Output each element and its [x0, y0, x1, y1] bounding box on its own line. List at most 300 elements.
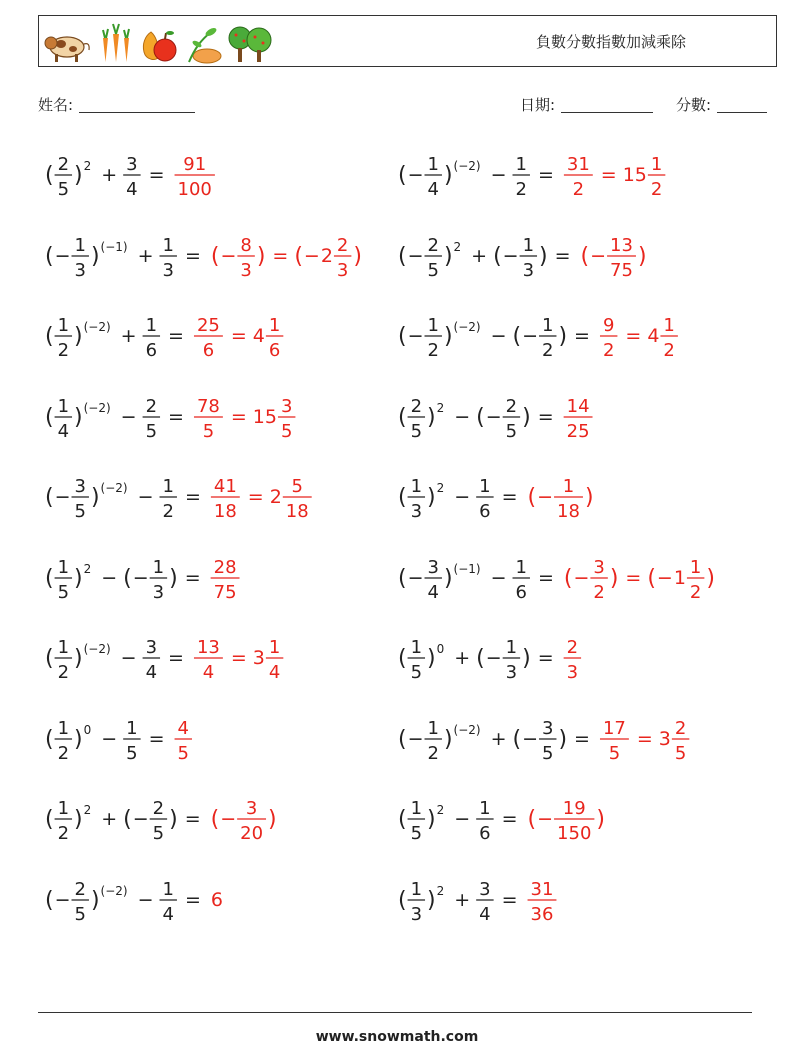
name-blank[interactable] [79, 97, 195, 113]
equals-sign: = [537, 405, 554, 428]
fraction-denominator: 5 [280, 420, 293, 442]
fraction-numerator: 1 [57, 798, 70, 819]
fraction-numerator: 1 [427, 154, 439, 175]
equals-sign: = [184, 888, 201, 911]
left-paren: ( [512, 726, 522, 752]
minus-sign: − [303, 244, 320, 267]
left-paren: ( [476, 646, 485, 671]
sprout-icon [183, 22, 223, 64]
equals-sign: = [247, 486, 264, 508]
equals-sign: = [537, 566, 554, 589]
fraction-numerator: 2 [505, 395, 518, 417]
right-paren: ) [90, 887, 100, 913]
whole-number: 3 [252, 647, 265, 669]
fraction-denominator: 36 [530, 903, 554, 925]
whole-number: 2 [269, 486, 282, 508]
equals-sign: = [184, 486, 201, 508]
exponent: (−2) [100, 883, 128, 898]
fraction-numerator: 9 [602, 315, 615, 336]
fraction-numerator: 1 [410, 637, 423, 658]
right-paren: ) [558, 726, 568, 752]
fraction-numerator: 8 [240, 234, 252, 256]
fraction-denominator: 6 [479, 823, 491, 844]
whole-number: 6 [210, 888, 223, 911]
fraction-numerator: 1 [410, 476, 423, 497]
fraction-numerator: 1 [410, 878, 423, 900]
problem-item [45, 706, 385, 772]
score-field[interactable] [676, 94, 767, 115]
score-blank[interactable] [717, 97, 767, 113]
fraction-numerator: 1 [57, 556, 70, 578]
left-paren: ( [210, 243, 220, 269]
trees-icon [227, 22, 273, 64]
exponent: 2 [436, 481, 445, 495]
minus-sign: − [132, 566, 149, 589]
score-label: 分數: [676, 96, 712, 114]
fraction-denominator: 5 [74, 903, 86, 925]
right-paren: ) [74, 646, 83, 671]
problem-item [398, 464, 738, 530]
fraction-denominator: 2 [57, 742, 70, 764]
fraction-denominator: 4 [268, 662, 281, 683]
carrots-icon [97, 22, 135, 64]
operator: + [490, 727, 507, 750]
minus-sign: − [502, 244, 519, 267]
fraction-numerator: 3 [427, 556, 439, 578]
fraction-denominator: 2 [57, 340, 70, 361]
problem-item [45, 867, 385, 933]
exponent: 2 [436, 883, 445, 898]
left-paren: ( [45, 404, 54, 430]
fraction-numerator: 1 [57, 395, 70, 417]
exponent: (−2) [453, 320, 481, 334]
fraction-numerator: 13 [610, 234, 633, 256]
operator: + [454, 888, 471, 911]
fraction-numerator: 1 [57, 717, 70, 739]
right-paren: ) [353, 243, 362, 269]
left-paren: ( [398, 807, 407, 832]
equals-sign: = [574, 325, 590, 347]
left-paren: ( [45, 887, 54, 913]
right-paren: ) [522, 646, 531, 671]
right-paren: ) [596, 807, 605, 832]
fraction-denominator: 5 [177, 742, 189, 764]
exponent: 2 [436, 803, 445, 817]
minus-sign: − [407, 325, 424, 347]
exponent: (−1) [100, 239, 128, 254]
problem-item [45, 384, 385, 450]
exponent: (−2) [83, 400, 111, 415]
problem-item [398, 142, 738, 208]
fraction-denominator: 2 [57, 823, 70, 844]
fraction-denominator: 2 [542, 340, 554, 361]
equals-sign: = [168, 325, 184, 347]
fraction-numerator: 2 [74, 878, 86, 900]
operator: + [454, 647, 471, 669]
fraction-numerator: 1 [427, 717, 439, 739]
operator: − [120, 647, 137, 669]
problem-item [45, 142, 385, 208]
problem-expression [45, 706, 385, 772]
fraction-numerator: 1 [145, 315, 158, 336]
operator: − [454, 808, 471, 830]
minus-sign: − [590, 244, 607, 267]
name-label: 姓名: [38, 96, 74, 114]
fraction-denominator: 5 [74, 501, 86, 522]
fraction-numerator: 2 [57, 154, 70, 175]
cow-icon [43, 30, 93, 64]
minus-sign: − [485, 405, 502, 428]
fraction-denominator: 3 [522, 259, 535, 281]
fraction-numerator: 1 [562, 476, 575, 497]
fraction-numerator: 1 [542, 315, 554, 336]
left-paren: ( [294, 243, 303, 269]
fraction-denominator: 5 [57, 179, 70, 200]
fraction-denominator: 5 [410, 420, 423, 442]
fraction-numerator: 1 [479, 798, 491, 819]
fraction-denominator: 3 [410, 903, 423, 925]
fraction-denominator: 5 [674, 742, 687, 764]
exponent: 2 [83, 561, 92, 576]
problem-expression [45, 867, 385, 933]
equals-sign: = [230, 405, 247, 428]
fraction-denominator: 6 [515, 581, 527, 603]
fraction-numerator: 1 [515, 556, 527, 578]
problem-item [398, 867, 738, 933]
fraction-denominator: 5 [145, 420, 158, 442]
fraction-denominator: 3 [162, 259, 174, 281]
problem-expression [398, 545, 738, 611]
left-paren: ( [647, 565, 656, 591]
fraction-denominator: 5 [608, 742, 621, 764]
problem-expression [45, 625, 385, 691]
fraction-numerator: 1 [126, 717, 138, 739]
left-paren: ( [45, 646, 54, 671]
fraction-numerator: 1 [162, 878, 174, 900]
problem-expression [45, 303, 385, 369]
exponent: 2 [453, 239, 462, 254]
whole-number: 4 [252, 325, 265, 347]
problem-item [398, 545, 738, 611]
fraction-numerator: 91 [183, 154, 207, 175]
fraction-numerator: 1 [410, 798, 423, 819]
fraction-denominator: 2 [57, 662, 70, 683]
whole-number: 15 [252, 405, 277, 428]
fraction-denominator: 4 [126, 179, 138, 200]
fraction-numerator: 4 [177, 717, 189, 739]
fraction-numerator: 1 [427, 315, 439, 336]
whole-number: 4 [647, 325, 660, 347]
problem-expression [398, 464, 738, 530]
whole-number: 3 [658, 727, 671, 750]
problem-item [398, 223, 738, 289]
fraction-denominator: 25 [566, 420, 590, 442]
fraction-denominator: 2 [427, 742, 439, 764]
fraction-denominator: 150 [557, 823, 592, 844]
problem-item [398, 786, 738, 852]
right-paren: ) [558, 324, 568, 349]
minus-sign: − [537, 486, 554, 508]
fraction-denominator: 20 [240, 823, 264, 844]
left-paren: ( [45, 485, 54, 510]
right-paren: ) [609, 565, 619, 591]
fraction-denominator: 4 [202, 662, 215, 683]
operator: + [101, 808, 118, 830]
fraction-numerator: 31 [566, 154, 590, 175]
minus-sign: − [407, 566, 424, 589]
fraction-denominator: 2 [593, 581, 605, 603]
fraction-denominator: 4 [162, 903, 174, 925]
equals-sign: = [625, 325, 642, 347]
fraction-denominator: 5 [410, 823, 423, 844]
fraction-denominator: 75 [610, 259, 633, 281]
exponent: 2 [83, 159, 92, 173]
right-paren: ) [74, 163, 83, 188]
fraction-denominator: 2 [650, 179, 663, 200]
equals-sign: = [574, 727, 590, 750]
exponent: (−2) [453, 159, 481, 173]
equals-sign: = [230, 647, 247, 669]
problem-expression [45, 786, 385, 852]
equals-sign: = [272, 244, 289, 267]
exponent: (−1) [453, 561, 481, 576]
right-paren: ) [427, 404, 436, 430]
right-paren: ) [268, 807, 277, 832]
fraction-numerator: 3 [593, 556, 605, 578]
date-field[interactable] [520, 94, 653, 115]
fraction-denominator: 6 [479, 501, 491, 522]
fraction-denominator: 5 [505, 420, 518, 442]
equals-sign: = [537, 647, 554, 669]
left-paren: ( [123, 565, 132, 591]
left-paren: ( [398, 887, 407, 913]
problem-expression [398, 142, 738, 208]
fraction-denominator: 2 [689, 581, 702, 603]
fraction-denominator: 18 [557, 501, 580, 522]
problem-expression [398, 625, 738, 691]
operator: − [137, 888, 154, 911]
minus-sign: − [407, 244, 424, 267]
name-field[interactable] [38, 94, 195, 115]
operator: − [490, 164, 507, 186]
problem-expression [45, 223, 385, 289]
problem-expression [45, 545, 385, 611]
fraction-numerator: 3 [280, 395, 293, 417]
left-paren: ( [123, 807, 132, 832]
fraction-numerator: 19 [562, 798, 586, 819]
right-paren: ) [74, 324, 83, 349]
right-paren: ) [706, 565, 715, 591]
equals-sign: = [184, 808, 201, 830]
minus-sign: − [407, 164, 424, 186]
exponent: 0 [83, 722, 92, 737]
fraction-numerator: 31 [530, 878, 554, 900]
fraction-denominator: 3 [566, 662, 579, 683]
right-paren: ) [74, 565, 83, 591]
fraction-denominator: 5 [57, 581, 70, 603]
operator: − [101, 566, 118, 589]
fraction-denominator: 75 [213, 581, 237, 603]
fraction-denominator: 5 [202, 420, 215, 442]
right-paren: ) [427, 485, 436, 510]
left-paren: ( [45, 163, 54, 188]
left-paren: ( [398, 485, 407, 510]
fraction-denominator: 2 [663, 340, 675, 361]
operator: − [120, 405, 137, 428]
fraction-numerator: 5 [291, 476, 303, 497]
left-paren: ( [398, 726, 407, 752]
right-paren: ) [427, 646, 436, 671]
operator: + [101, 164, 118, 186]
fraction-numerator: 1 [650, 154, 663, 175]
equals-sign: = [625, 566, 642, 589]
exponent: (−2) [83, 320, 111, 334]
equals-sign: = [230, 325, 247, 347]
exponent: 2 [83, 803, 92, 817]
problem-expression [45, 142, 385, 208]
operator: − [454, 405, 471, 428]
left-paren: ( [493, 243, 502, 269]
operator: − [101, 727, 118, 750]
left-paren: ( [398, 404, 407, 430]
minus-sign: − [132, 808, 149, 830]
right-paren: ) [427, 807, 436, 832]
fraction-numerator: 3 [542, 717, 554, 739]
worksheet-header [38, 15, 777, 67]
fraction-denominator: 4 [57, 420, 70, 442]
operator: − [137, 486, 154, 508]
minus-sign: − [54, 244, 71, 267]
fraction-denominator: 3 [152, 581, 165, 603]
header-icons [43, 20, 273, 64]
fraction-denominator: 2 [572, 179, 585, 200]
left-paren: ( [210, 807, 220, 832]
fraction-numerator: 1 [689, 556, 702, 578]
date-label: 日期: [520, 96, 556, 114]
fraction-denominator: 18 [213, 501, 237, 522]
problem-expression [398, 384, 738, 450]
exponent: (−2) [453, 722, 481, 737]
right-paren: ) [74, 404, 83, 430]
problem-expression [45, 464, 385, 530]
fraction-numerator: 1 [162, 234, 174, 256]
fraction-denominator: 4 [479, 903, 491, 925]
fraction-numerator: 14 [566, 395, 590, 417]
fraction-numerator: 2 [674, 717, 687, 739]
right-paren: ) [427, 887, 436, 913]
fraction-denominator: 3 [336, 259, 349, 281]
problem-item [398, 625, 738, 691]
fraction-denominator: 5 [152, 823, 165, 844]
minus-sign: − [220, 808, 237, 830]
minus-sign: − [54, 486, 71, 508]
problem-item [45, 303, 385, 369]
problem-item [45, 464, 385, 530]
equals-sign: = [636, 727, 653, 750]
left-paren: ( [563, 565, 573, 591]
left-paren: ( [580, 243, 590, 269]
right-paren: ) [256, 243, 266, 269]
minus-sign: − [220, 244, 237, 267]
right-paren: ) [443, 243, 453, 269]
left-paren: ( [527, 485, 537, 510]
minus-sign: − [522, 727, 539, 750]
problem-item [398, 706, 738, 772]
left-paren: ( [398, 324, 407, 349]
left-paren: ( [527, 807, 537, 832]
fraction-denominator: 6 [202, 340, 215, 361]
fraction-numerator: 3 [126, 154, 138, 175]
left-paren: ( [45, 807, 54, 832]
left-paren: ( [476, 404, 485, 430]
date-blank[interactable] [561, 97, 653, 113]
exponent: (−2) [100, 481, 128, 495]
right-paren: ) [169, 565, 178, 591]
equals-sign: = [184, 244, 201, 267]
fraction-numerator: 28 [213, 556, 237, 578]
equals-sign: = [600, 164, 617, 186]
fraction-denominator: 4 [427, 179, 439, 200]
fraction-numerator: 2 [566, 637, 579, 658]
operator: − [490, 566, 507, 589]
minus-sign: − [573, 566, 590, 589]
fraction-denominator: 5 [542, 742, 554, 764]
equals-sign: = [501, 486, 518, 508]
left-paren: ( [45, 324, 54, 349]
fraction-numerator: 1 [663, 315, 675, 336]
whole-number: 15 [622, 164, 647, 186]
right-paren: ) [539, 243, 548, 269]
operator: + [471, 244, 488, 267]
fraction-numerator: 1 [268, 637, 281, 658]
problem-item [45, 223, 385, 289]
problem-expression [45, 384, 385, 450]
problem-item [45, 786, 385, 852]
problem-item [45, 545, 385, 611]
operator: − [454, 486, 471, 508]
fraction-denominator: 5 [410, 662, 423, 683]
fraction-numerator: 1 [162, 476, 174, 497]
left-paren: ( [398, 243, 407, 269]
fraction-numerator: 13 [196, 637, 220, 658]
right-paren: ) [443, 565, 453, 591]
whole-number: 1 [673, 566, 686, 589]
fraction-numerator: 1 [152, 556, 165, 578]
fraction-numerator: 25 [196, 315, 220, 336]
right-paren: ) [90, 485, 100, 510]
problem-item [45, 625, 385, 691]
left-paren: ( [512, 324, 522, 349]
equals-sign: = [168, 647, 184, 669]
operator: − [490, 325, 507, 347]
equals-sign: = [148, 727, 165, 750]
minus-sign: − [522, 325, 539, 347]
problem-expression [398, 867, 738, 933]
equals-sign: = [148, 164, 165, 186]
right-paren: ) [443, 726, 453, 752]
fraction-denominator: 4 [427, 581, 439, 603]
fraction-numerator: 1 [57, 637, 70, 658]
right-paren: ) [90, 243, 100, 269]
fraction-numerator: 2 [427, 234, 439, 256]
fraction-numerator: 1 [515, 154, 527, 175]
fraction-denominator: 4 [145, 662, 158, 683]
fraction-numerator: 78 [196, 395, 220, 417]
left-paren: ( [45, 565, 54, 591]
fraction-numerator: 41 [213, 476, 237, 497]
equals-sign: = [184, 566, 201, 589]
exponent: 0 [436, 642, 445, 656]
